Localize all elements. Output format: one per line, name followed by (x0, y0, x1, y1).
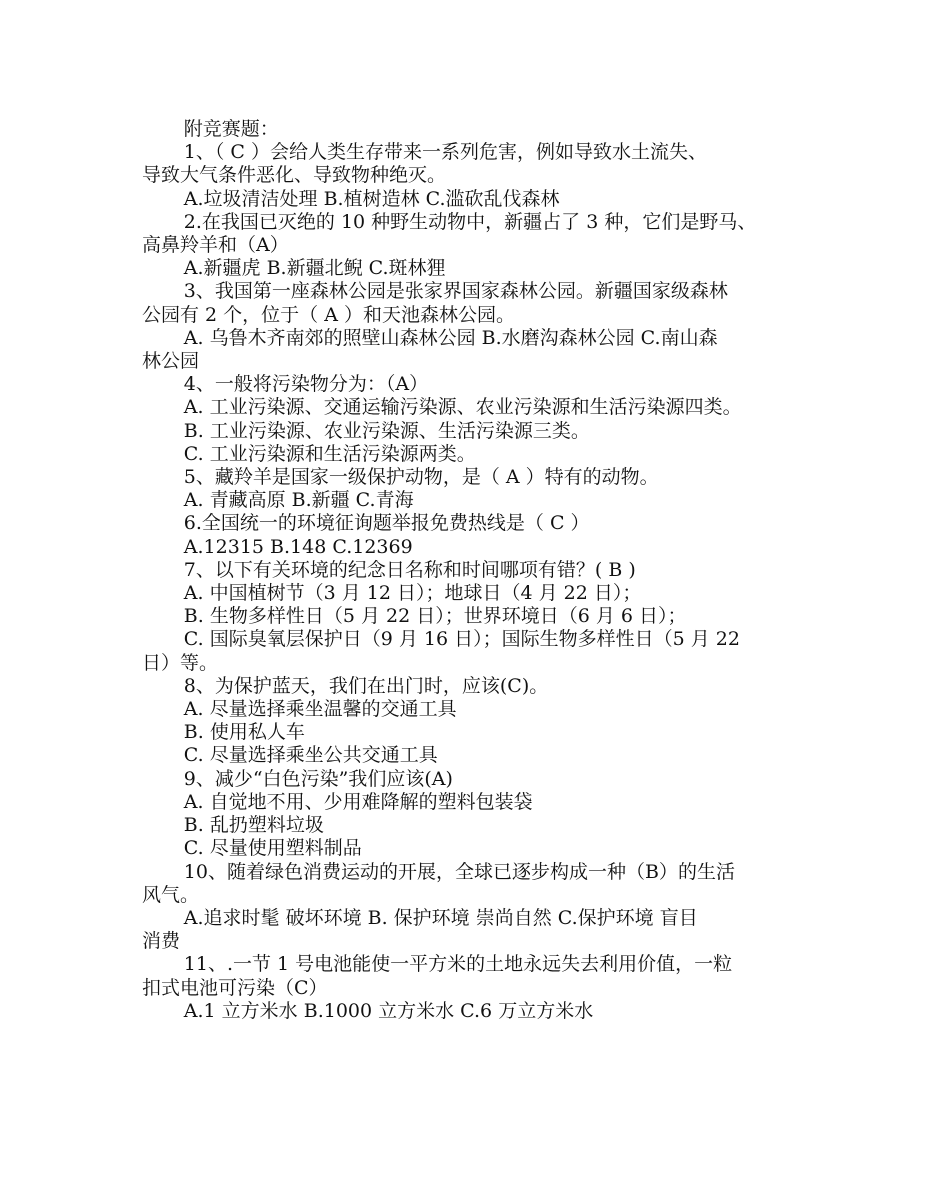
text-line: C. 尽量选择乘坐公共交通工具 (183, 744, 438, 767)
text-line: 附竞赛题： (183, 118, 279, 140)
text-line: 9、减少“白色污染”我们应该(A) (183, 767, 453, 790)
text-line: 高鼻羚羊和（A） (142, 234, 289, 257)
text-line: B. 工业污染源、农业污染源、生活污染源三类。 (183, 419, 590, 442)
text-line: A. 青藏高原 B.新疆 C.青海 (183, 489, 414, 512)
text-line: B. 乱扔塑料垃圾 (183, 814, 324, 837)
text-line: 扣式电池可污染（C） (142, 976, 328, 999)
text-line: B. 生物多样性日（5 月 22 日）；世界环境日（6 月 6 日）； (183, 605, 687, 628)
text-line: C. 尽量使用塑料制品 (183, 837, 362, 860)
text-line: 日）等。 (142, 651, 219, 674)
text-line: 5、藏羚羊是国家一级保护动物，是（ A ）特有的动物。 (183, 466, 659, 489)
text-line: A. 乌鲁木齐南郊的照壁山森林公园 B.水磨沟森林公园 C.南山森 (183, 326, 718, 349)
text-line: A. 工业污染源、交通运输污染源、农业污染源和生活污染源四类。 (183, 396, 742, 419)
text-line: A.1 立方米水 B.1000 立方米水 C.6 万立方米水 (183, 999, 594, 1022)
text-line: A.追求时髦 破坏环境 B. 保护环境 崇尚自然 C.保护环境 盲目 (183, 906, 698, 929)
text-line: A.新疆虎 B.新疆北鲵 C.斑林狸 (183, 257, 446, 280)
text-line: C. 国际臭氧层保护日（9 月 16 日）；国际生物多样性日（5 月 22 (183, 628, 740, 651)
text-line: 公园有 2 个，位于（ A ）和天池森林公园。 (142, 303, 515, 326)
text-line: 4、一般将污染物分为：（A） (183, 373, 429, 396)
text-line: 7、以下有关环境的纪念日名称和时间哪项有错？( B ) (183, 558, 636, 581)
text-line: 风气。 (142, 883, 200, 906)
text-line: 8、为保护蓝天，我们在出门时，应该(C)。 (183, 674, 549, 697)
text-line: A.垃圾清洁处理 B.植树造林 C.滥砍乱伐森林 (183, 187, 560, 210)
text-line: B. 使用私人车 (183, 721, 305, 744)
text-line: 10、随着绿色消费运动的开展，全球已逐步构成一种（B）的生活 (183, 860, 735, 883)
text-line: 1、（ C ）会给人类生存带来一系列危害，例如导致水土流失、 (183, 141, 708, 164)
text-line: A. 中国植树节（3 月 12 日）；地球日（4 月 22 日）； (183, 582, 642, 605)
text-line: A. 尽量选择乘坐温馨的交通工具 (183, 698, 457, 721)
text-line: 11、.一节 1 号电池能使一平方米的土地永远失去利用价值，一粒 (183, 953, 733, 976)
text-line: 6.全国统一的环境征询题举报免费热线是（ C ） (183, 512, 590, 535)
text-line: 林公园 (142, 350, 200, 373)
text-line: 3、我国第一座森林公园是张家界国家森林公园。新疆国家级森林 (183, 280, 728, 303)
text-line: A. 自觉地不用、少用难降解的塑料包装袋 (183, 790, 533, 813)
text-line: 2.在我国已灭绝的 10 种野生动物中，新疆占了 3 种，它们是野马、 (183, 210, 757, 233)
text-line: C. 工业污染源和生活污染源两类。 (183, 442, 476, 465)
text-line: 导致大气条件恶化、导致物种绝灭。 (142, 164, 447, 187)
text-line: 消费 (142, 930, 181, 953)
text-line: A.12315 B.148 C.12369 (183, 535, 413, 558)
document-body (142, 118, 818, 1023)
